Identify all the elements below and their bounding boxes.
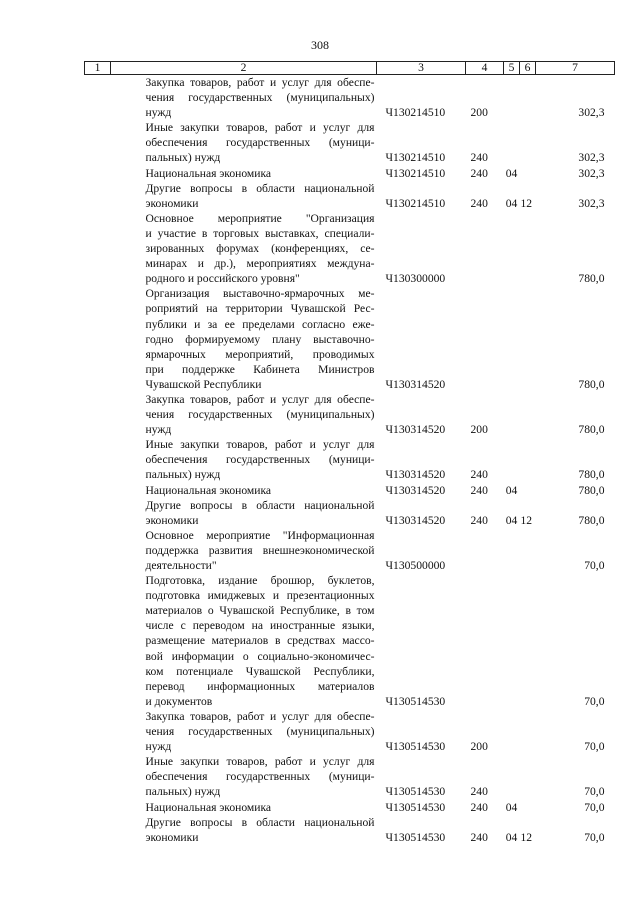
target-code-cell: Ч130300000 [385, 272, 446, 286]
amount-cell: 780,0 [578, 377, 605, 391]
amount-cell: 780,0 [578, 272, 605, 286]
section-cell [504, 754, 520, 799]
amount-cell: 780,0 [578, 423, 605, 437]
amount-cell: 780,0 [578, 483, 605, 497]
item-name-line: обеспечения государственных (муници- [145, 453, 375, 467]
target-code-cell: Ч130314520 [385, 423, 446, 437]
table-row [85, 573, 615, 709]
target-code-cell: Ч130214510 [385, 106, 446, 120]
table-row [85, 709, 615, 754]
item-name-line: Чувашской Республики [145, 377, 262, 391]
table-row [85, 498, 615, 528]
target-code-cell: Ч130214510 [385, 196, 446, 210]
amount-cell: 302,3 [578, 166, 605, 180]
table-row [85, 75, 615, 121]
subsection-cell [520, 573, 536, 709]
item-name-line: материалов о Чувашской Республике, в том [145, 604, 375, 618]
item-name-cell [111, 483, 377, 498]
item-name-line: нужд [145, 106, 172, 120]
amount-cell: 780,0 [578, 468, 605, 482]
target-code-cell: Ч130514530 [385, 694, 446, 708]
item-name-line: Национальная экономика [145, 483, 272, 497]
row-number-cell [85, 286, 111, 392]
item-name-line: обеспечения государственных (муници- [145, 136, 375, 150]
expense-type-cell [466, 211, 504, 286]
subsection-cell [520, 120, 536, 165]
column-header-3: 3 [377, 62, 466, 75]
item-name-line: вой информации о социально-экономичес- [145, 649, 375, 663]
target-code-cell: Ч130514530 [385, 800, 446, 814]
section-cell: 04 [505, 196, 518, 210]
amount-cell: 780,0 [578, 513, 605, 527]
row-number-cell [85, 498, 111, 528]
column-header-4: 4 [466, 62, 504, 75]
column-header-6: 6 [520, 62, 536, 75]
item-name-line: нужд [145, 740, 172, 754]
column-header-2: 2 [111, 62, 377, 75]
table-row [85, 286, 615, 392]
expense-type-cell: 200 [470, 423, 488, 437]
item-name-line: подготовка имиджевых и презентационных [145, 589, 375, 603]
item-name-line: при поддержке Кабинета Министров [145, 362, 375, 376]
header-row [85, 62, 615, 75]
item-name-cell [111, 437, 377, 482]
item-name-cell [111, 75, 377, 121]
section-cell [504, 528, 520, 573]
subsection-cell [520, 800, 536, 815]
page-number: 308 [311, 38, 329, 52]
table-row [85, 815, 615, 845]
item-name-cell [111, 800, 377, 815]
item-name-cell [111, 754, 377, 799]
item-name-cell [111, 286, 377, 392]
amount-cell: 302,3 [578, 151, 605, 165]
amount-cell: 70,0 [584, 830, 605, 844]
subsection-cell [520, 754, 536, 799]
item-name-line: и документов [145, 694, 213, 708]
table-row [85, 120, 615, 165]
amount-cell: 70,0 [584, 559, 605, 572]
item-name-line: чения государственных (муниципальных) [145, 725, 375, 739]
row-number-cell [85, 528, 111, 573]
row-number-cell [85, 573, 111, 709]
row-number-cell [85, 437, 111, 482]
item-name-line: ярмарочных мероприятий, проводимых [145, 347, 375, 361]
row-number-cell [85, 211, 111, 286]
subsection-cell: 12 [520, 830, 533, 844]
expense-type-cell: 240 [470, 513, 488, 527]
item-name-line: нужд [145, 423, 172, 437]
expense-type-cell: 240 [470, 196, 488, 210]
section-cell: 04 [505, 830, 518, 844]
section-cell [504, 392, 520, 437]
subsection-cell [520, 392, 536, 437]
column-header-5: 5 [504, 62, 520, 75]
item-name-cell [111, 120, 377, 165]
amount-cell: 302,3 [578, 106, 605, 120]
item-name-cell [111, 498, 377, 528]
expense-type-cell [466, 528, 504, 573]
target-code-cell: Ч130314520 [385, 377, 446, 391]
item-name-cell [111, 211, 377, 286]
item-name-cell [111, 181, 377, 211]
item-name-line: Другие вопросы в области национальной [145, 181, 375, 195]
item-name-line: Национальная экономика [145, 166, 272, 180]
item-name-line: Основное мероприятие "Информационная [145, 528, 375, 542]
section-cell [504, 437, 520, 482]
table-row [85, 800, 615, 815]
section-cell: 04 [505, 483, 518, 497]
expense-type-cell [466, 286, 504, 392]
item-name-line: Основное мероприятие "Организация [145, 211, 375, 225]
item-name-line: деятельности" [145, 559, 217, 572]
target-code-cell: Ч130514530 [385, 830, 446, 844]
subsection-cell [520, 709, 536, 754]
row-number-cell [85, 120, 111, 165]
subsection-cell [520, 483, 536, 498]
table-body [85, 75, 615, 845]
expense-type-cell: 200 [470, 740, 488, 754]
item-name-line: Закупка товаров, работ и услуг для обеспе- [145, 709, 375, 723]
row-number-cell [85, 166, 111, 181]
expense-type-cell: 240 [470, 785, 488, 799]
subsection-cell: 12 [520, 196, 533, 210]
item-name-line: размещение материалов в средствах массо- [145, 634, 375, 648]
expense-type-cell: 240 [470, 151, 488, 165]
amount-cell: 70,0 [584, 694, 605, 708]
item-name-line: экономики [145, 196, 199, 210]
row-number-cell [85, 181, 111, 211]
item-name-line: публики и за ее пределами согласно еже- [145, 317, 375, 331]
item-name-line: Иные закупки товаров, работ и услуг для [145, 755, 375, 769]
row-number-cell [85, 483, 111, 498]
row-number-cell [85, 800, 111, 815]
item-name-line: Другие вопросы в области национальной [145, 498, 375, 512]
item-name-line: Закупка товаров, работ и услуг для обеспе- [145, 76, 375, 89]
section-cell [504, 286, 520, 392]
table-header [85, 62, 615, 75]
table-row [85, 483, 615, 498]
item-name-line: перевод информационных материалов [145, 679, 375, 693]
item-name-cell [111, 528, 377, 573]
section-cell [504, 75, 520, 121]
item-name-line: Иные закупки товаров, работ и услуг для [145, 121, 375, 135]
amount-cell: 70,0 [584, 740, 605, 754]
item-name-line: минарах и др.), мероприятиях междуна- [145, 257, 375, 271]
item-name-line: Иные закупки товаров, работ и услуг для [145, 438, 375, 452]
target-code-cell: Ч130214510 [385, 166, 446, 180]
amount-cell: 70,0 [584, 785, 605, 799]
target-code-cell: Ч130314520 [385, 513, 446, 527]
amount-cell: 302,3 [578, 196, 605, 210]
section-cell: 04 [505, 166, 518, 180]
subsection-cell [520, 211, 536, 286]
item-name-cell [111, 166, 377, 181]
section-cell: 04 [505, 513, 518, 527]
item-name-line: годно формируемому плану выставочно- [145, 332, 375, 346]
target-code-cell: Ч130514530 [385, 785, 446, 799]
section-cell [504, 573, 520, 709]
table-row [85, 211, 615, 286]
expense-type-cell: 240 [470, 483, 488, 497]
item-name-line: и участие в торговых выставках, специали- [145, 226, 375, 240]
item-name-line: чения государственных (муниципальных) [145, 91, 375, 105]
item-name-line: пальных) нужд [145, 151, 221, 165]
row-number-cell [85, 709, 111, 754]
table-row [85, 166, 615, 181]
subsection-cell [520, 437, 536, 482]
item-name-line: экономики [145, 830, 199, 844]
item-name-line: Закупка товаров, работ и услуг для обеспе- [145, 392, 375, 406]
row-number-cell [85, 392, 111, 437]
item-name-cell [111, 573, 377, 709]
expense-type-cell: 240 [470, 830, 488, 844]
subsection-cell [520, 286, 536, 392]
item-name-cell [111, 815, 377, 845]
item-name-line: Организация выставочно-ярмарочных ме- [145, 287, 375, 301]
table-row [85, 754, 615, 799]
item-name-line: чения государственных (муниципальных) [145, 408, 375, 422]
item-name-line: поддержка развития внешнеэкономической [145, 543, 375, 557]
expense-type-cell: 240 [470, 166, 488, 180]
target-code-cell: Ч130514530 [385, 740, 446, 754]
expense-type-cell: 200 [470, 106, 488, 120]
item-name-line: пальных) нужд [145, 468, 221, 482]
table-row [85, 181, 615, 211]
table-row [85, 392, 615, 437]
row-number-cell [85, 75, 111, 121]
amount-cell: 70,0 [584, 800, 605, 814]
expense-type-cell: 240 [470, 468, 488, 482]
item-name-line: роприятий на территории Чувашской Рес- [145, 302, 375, 316]
item-name-line: числе с переводом на иностранные языки, [145, 619, 375, 633]
target-code-cell: Ч130314520 [385, 468, 446, 482]
item-name-line: Подготовка, издание брошюр, буклетов, [145, 574, 375, 588]
item-name-line: пальных) нужд [145, 785, 221, 799]
table-row [85, 528, 615, 573]
expense-type-cell [466, 573, 504, 709]
section-cell [504, 120, 520, 165]
target-code-cell: Ч130314520 [385, 483, 446, 497]
item-name-line: родного и российского уровня" [145, 272, 300, 286]
item-name-cell [111, 392, 377, 437]
item-name-line: обеспечения государственных (муници- [145, 770, 375, 784]
section-cell: 04 [505, 800, 518, 814]
subsection-cell [520, 528, 536, 573]
expense-type-cell: 240 [470, 800, 488, 814]
column-header-7: 7 [536, 62, 615, 75]
item-name-line: ком потенциале Чувашской Республики, [145, 664, 375, 678]
item-name-line: зированных форумах (конференциях, се- [145, 242, 375, 256]
item-name-line: Национальная экономика [145, 800, 272, 814]
row-number-cell [85, 754, 111, 799]
column-header-1: 1 [85, 62, 111, 75]
budget-table [84, 61, 615, 845]
row-number-cell [85, 815, 111, 845]
target-code-cell: Ч130500000 [385, 559, 446, 572]
subsection-cell [520, 166, 536, 181]
section-cell [504, 211, 520, 286]
item-name-line: Другие вопросы в области национальной [145, 815, 375, 829]
subsection-cell [520, 75, 536, 121]
subsection-cell: 12 [520, 513, 533, 527]
section-cell [504, 709, 520, 754]
item-name-cell [111, 709, 377, 754]
item-name-line: экономики [145, 513, 199, 527]
table-row [85, 437, 615, 482]
target-code-cell: Ч130214510 [385, 151, 446, 165]
